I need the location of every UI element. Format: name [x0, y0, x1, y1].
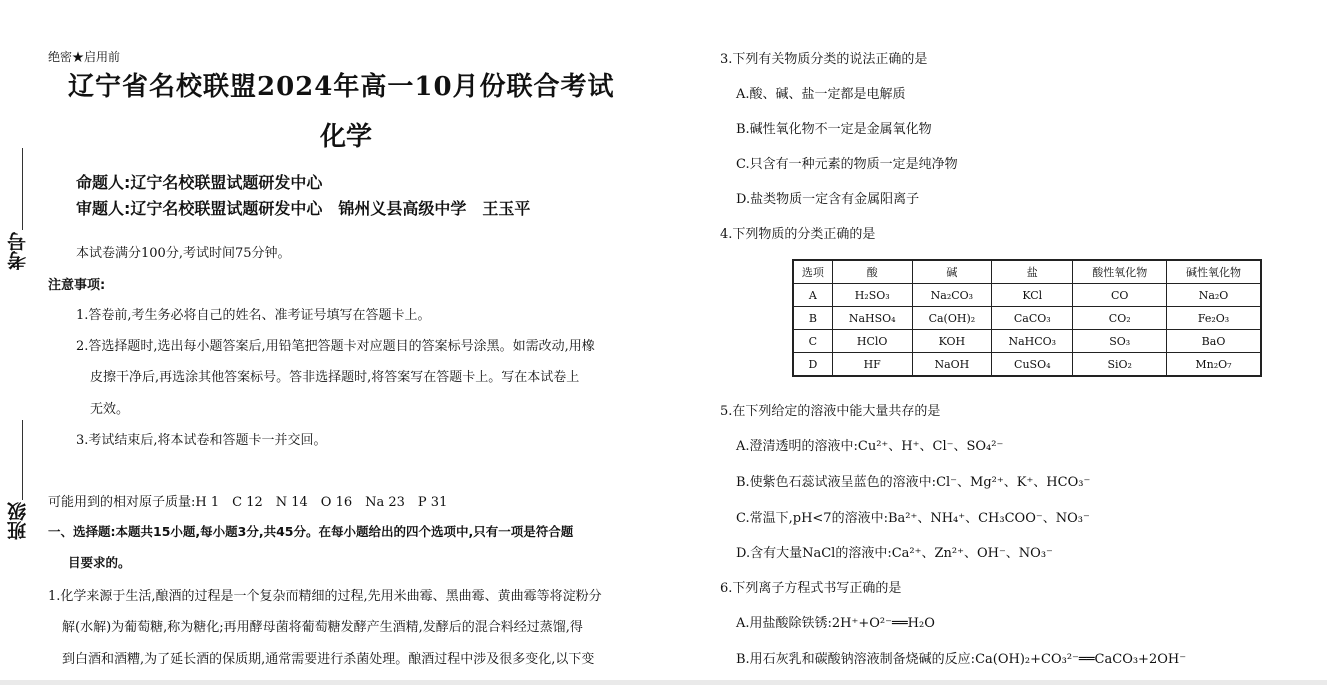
table-cell: A — [793, 284, 832, 307]
section-heading-cont: 目要求的。 — [68, 555, 131, 570]
table-row — [793, 353, 1261, 377]
table-cell: NaOH — [912, 353, 992, 377]
table-cell: Na₂O — [1167, 284, 1261, 307]
table-header: 酸性氧化物 — [1073, 260, 1167, 284]
q1-line-1: 1.化学来源于生活,酿酒的过程是一个复杂而精细的过程,先用米曲霉、黑曲霉、黄曲霉等将淀粉分 — [48, 589, 602, 604]
table-cell: NaHCO₃ — [992, 330, 1073, 353]
notice-item-2-cont: 皮擦干净后,再选涂其他答案标号。答非选择题时,将答案写在答题卡上。写在本试卷上 — [90, 370, 580, 385]
table-cell: NaHSO₄ — [832, 307, 912, 330]
q1-line-2: 解(水解)为葡萄糖,称为糖化;再用酵母菌将葡萄糖发酵产生酒精,发酵后的混合料经过蒸馏,得 — [62, 620, 583, 635]
q1-line-3: 到白酒和酒糟,为了延长酒的保质期,通常需要进行杀菌处理。酿酒过程中涉及很多变化,以下变 — [62, 652, 595, 667]
table-cell: KOH — [912, 330, 992, 353]
atomic-masses: 可能用到的相对原子质量:H 1 C 12 N 14 O 16 Na 23 P 31 — [48, 495, 448, 510]
classification-table — [792, 259, 1262, 377]
table-row — [793, 284, 1261, 307]
table-cell: HF — [832, 353, 912, 377]
table-cell: KCl — [992, 284, 1073, 307]
q6-option-b: B.用石灰乳和碳酸钠溶液制备烧碱的反应:Ca(OH)₂+CO₃²⁻══CaCO₃+2OH⁻ — [736, 652, 1187, 667]
table-cell: Na₂CO₃ — [912, 284, 992, 307]
table-header: 酸 — [832, 260, 912, 284]
table-cell: Mn₂O₇ — [1167, 353, 1261, 377]
table-cell: BaO — [1167, 330, 1261, 353]
q5-option-a: A.澄清透明的溶液中:Cu²⁺、H⁺、Cl⁻、SO₄²⁻ — [736, 439, 1004, 454]
table-cell: SiO₂ — [1073, 353, 1167, 377]
exam-no-label: 考号 — [7, 232, 29, 270]
notice-item-1: 1.答卷前,考生务必将自己的姓名、准考证号填写在答题卡上。 — [76, 308, 431, 323]
q3-option-d: D.盐类物质一定含有金属阳离子 — [736, 192, 920, 207]
exam-no-line — [22, 148, 23, 230]
q3-option-c: C.只含有一种元素的物质一定是纯净物 — [736, 157, 958, 172]
table-cell: H₂SO₃ — [832, 284, 912, 307]
table-cell: SO₃ — [1073, 330, 1167, 353]
q4-stem: 4.下列物质的分类正确的是 — [720, 227, 876, 242]
secret-label: 绝密★启用前 — [48, 50, 121, 64]
q6-option-a: A.用盐酸除铁锈:2H⁺+O²⁻══H₂O — [736, 616, 935, 631]
table-row — [793, 307, 1261, 330]
table-cell: Ca(OH)₂ — [912, 307, 992, 330]
q3-option-a: A.酸、碱、盐一定都是电解质 — [736, 87, 906, 102]
table-header: 选项 — [793, 260, 832, 284]
exam-title: 辽宁省名校联盟2024年高一10月份联合考试 — [68, 72, 615, 102]
table-cell: CO — [1073, 284, 1167, 307]
table-cell: CO₂ — [1073, 307, 1167, 330]
table-header: 盐 — [992, 260, 1073, 284]
author-line: 命题人:辽宁名校联盟试题研发中心 — [76, 173, 323, 192]
notice-item-2: 2.答选择题时,选出每小题答案后,用铅笔把答题卡对应题目的答案标号涂黑。如需改动,用橡 — [76, 339, 595, 354]
table-header: 碱 — [912, 260, 992, 284]
table-cell: C — [793, 330, 832, 353]
subject-title: 化学 — [320, 122, 373, 152]
table-cell: CaCO₃ — [992, 307, 1073, 330]
table-row — [793, 330, 1261, 353]
full-score-text: 本试卷满分100分,考试时间75分钟。 — [76, 246, 291, 261]
q5-option-c: C.常温下,pH<7的溶液中:Ba²⁺、NH₄⁺、CH₃COO⁻、NO₃⁻ — [736, 511, 1090, 526]
notice-title: 注意事项: — [48, 278, 106, 293]
q5-option-d: D.含有大量NaCl的溶液中:Ca²⁺、Zn²⁺、OH⁻、NO₃⁻ — [736, 546, 1053, 561]
q3-option-b: B.碱性氧化物不一定是金属氧化物 — [736, 122, 932, 137]
q6-stem: 6.下列离子方程式书写正确的是 — [720, 581, 902, 596]
table-cell: HClO — [832, 330, 912, 353]
reviewer-line: 审题人:辽宁名校联盟试题研发中心 锦州义县高级中学 王玉平 — [76, 199, 531, 218]
notice-item-3: 3.考试结束后,将本试卷和答题卡一并交回。 — [76, 433, 327, 448]
class-label: 班级 — [7, 502, 29, 540]
notice-item-2-end: 无效。 — [90, 402, 130, 417]
q5-option-b: B.使紫色石蕊试液呈蓝色的溶液中:Cl⁻、Mg²⁺、K⁺、HCO₃⁻ — [736, 475, 1091, 490]
class-line — [22, 420, 23, 500]
table-cell: Fe₂O₃ — [1167, 307, 1261, 330]
table-header: 碱性氧化物 — [1167, 260, 1261, 284]
q3-stem: 3.下列有关物质分类的说法正确的是 — [720, 52, 928, 67]
table-header-row — [793, 260, 1261, 284]
table-cell: D — [793, 353, 832, 377]
table-cell: CuSO₄ — [992, 353, 1073, 377]
section-heading: 一、选择题:本题共15小题,每小题3分,共45分。在每小题给出的四个选项中,只有一项是符合题 — [48, 524, 574, 539]
q5-stem: 5.在下列给定的溶液中能大量共存的是 — [720, 404, 941, 419]
bottom-scroll-edge — [0, 680, 1327, 685]
table-cell: B — [793, 307, 832, 330]
